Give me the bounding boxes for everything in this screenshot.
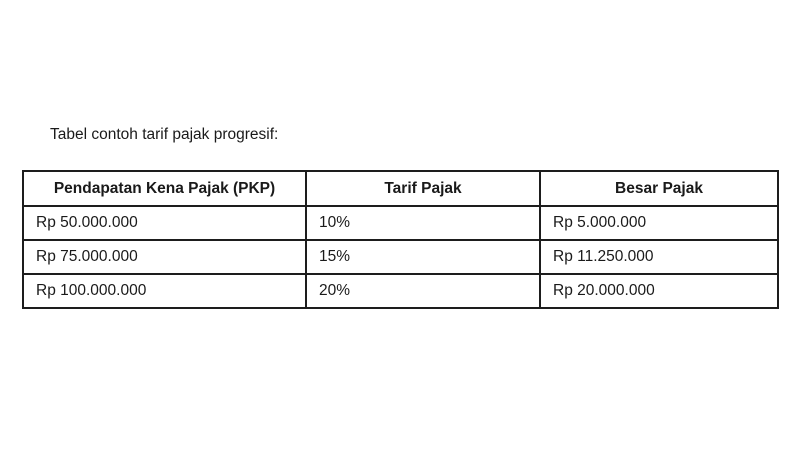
- progressive-tax-table: [22, 170, 779, 309]
- table-row: [23, 240, 778, 274]
- cell-pkp: Rp 100.000.000: [23, 274, 306, 308]
- column-header-tarif: Tarif Pajak: [306, 171, 540, 206]
- column-header-pkp: Pendapatan Kena Pajak (PKP): [23, 171, 306, 206]
- cell-pkp: Rp 75.000.000: [23, 240, 306, 274]
- cell-pkp: Rp 50.000.000: [23, 206, 306, 240]
- table-row: [23, 206, 778, 240]
- cell-tarif: 15%: [306, 240, 540, 274]
- table-row: [23, 274, 778, 308]
- cell-besar: Rp 20.000.000: [540, 274, 778, 308]
- table-header-row: [23, 171, 778, 206]
- column-header-besar: Besar Pajak: [540, 171, 778, 206]
- table-caption: Tabel contoh tarif pajak progresif:: [50, 126, 279, 143]
- cell-besar: Rp 5.000.000: [540, 206, 778, 240]
- cell-tarif: 10%: [306, 206, 540, 240]
- cell-besar: Rp 11.250.000: [540, 240, 778, 274]
- cell-tarif: 20%: [306, 274, 540, 308]
